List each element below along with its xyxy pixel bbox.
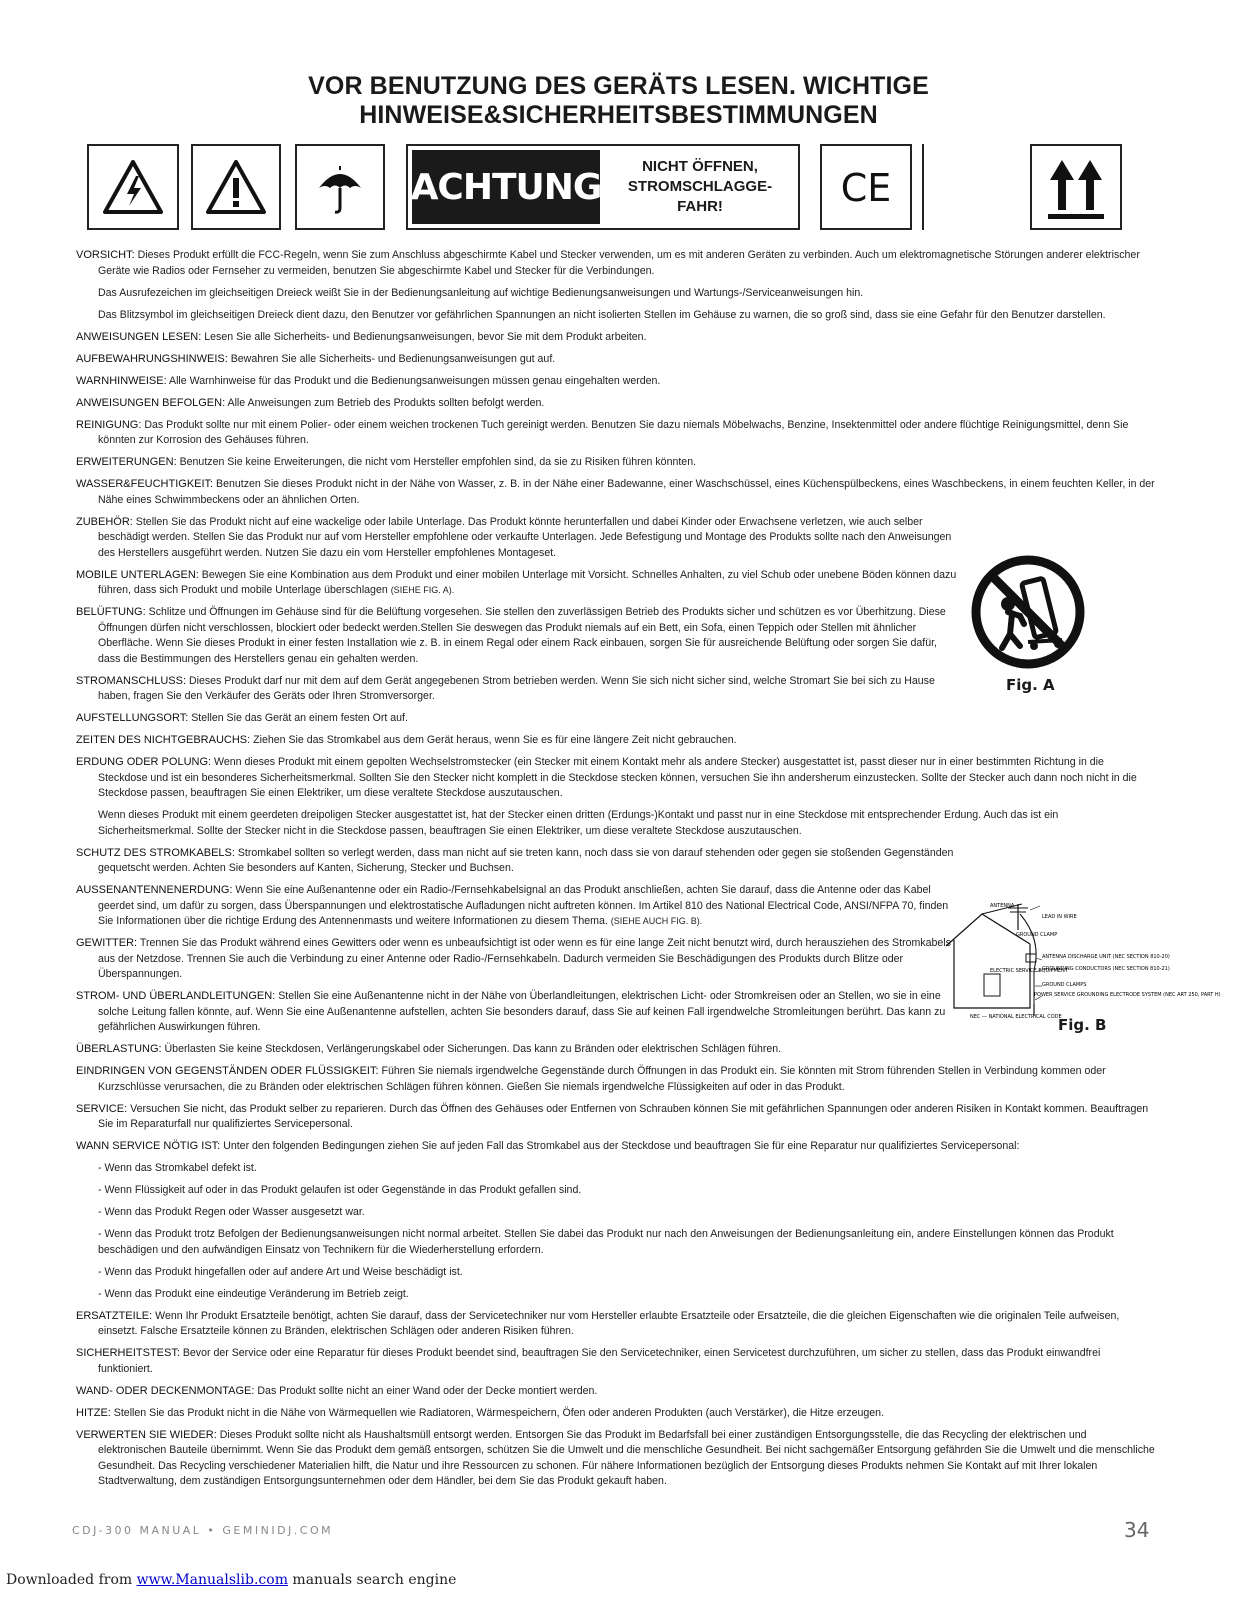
erweiterungen-paragraph: ERWEITERUNGEN: Benutzen Sie keine Erweiterungen, die nicht vom Hersteller empfohlen sind, da sie zu Risiken führen könnten. — [76, 456, 697, 468]
mobile-paragraph: MOBILE UNTERLAGEN: Bewegen Sie eine Kombination aus dem Produkt und einer mobilen Unterlage mit Vorsicht. Schnelles Anhalten, zu viel Schub oder unebene Böden können dazu führen, dass sich Produkt und mobile Unterlage überschlagen (SIEHE FIG. A). — [76, 568, 957, 596]
lesen-paragraph: ANWEISUNGEN LESEN: Lesen Sie alle Sicherheits- und Bedienungsanweisungen, bevor Sie mit dem Produkt arbeiten. — [76, 330, 647, 343]
manualslib-link[interactable]: www.Manualslib.com — [136, 1572, 288, 1588]
ersatzteile-paragraph: ERSATZTEILE: Wenn Ihr Produkt Ersatzteile benötigt, achten Sie darauf, dass der Servicetechniker nur vom Hersteller erlaubte Ersatzteile oder Ersatzteile, die die gleichen Eigenschaften wie die originalen Teile aufweisen, einsetzt. Falsche Ersatzteile können zu Bränden, elektrischen Schlägen oder anderen Risiken führen. — [76, 1309, 1120, 1337]
exclamation-warning-box — [191, 144, 281, 230]
this-side-up-icon — [1032, 146, 1120, 228]
antenne-paragraph: AUSSENANTENNENERDUNG: Wenn Sie eine Außenantenne oder ein Radio-/Fernsehkabelsignal an das Produkt anschließen, achten Sie darauf, dass die Antenne oder das Kabel geerdet sind, um dafür zu sorgen, dass Überspannungen und elektrostatische Aufladungen nicht auftreten können. Im Artikel 810 des National Electrical Code, ANSI/NFPA 70, finden Sie Informationen über die richtige Erdung des Antennenmasts und weitere Informationen zu diesem Thema. (SIEHE AUCH FIG. B). — [76, 884, 949, 927]
eindringen-paragraph: EINDRINGEN VON GEGENSTÄNDEN ODER FLÜSSIGKEIT: Führen Sie niemals irgendwelche Gegenstände durch Öffnungen in das Produkt ein. Sie könnten mit Strom führenden Stellen in Verbindung kommen oder Kurzschlüsse verursachen, die zu Bränden oder elektrischen Schlägen führen können. Gießen Sie niemals irgendwelche Flüssigkeiten auf oder in das Produkt. — [76, 1065, 1106, 1093]
keep-dry-umbrella-box — [295, 144, 385, 230]
warning-line-2: STROMSCHLAGGE- — [627, 178, 773, 195]
vorsicht-paragraph: VORSICHT: Dieses Produkt erfüllt die FCC-Regeln, wenn Sie zum Anschluss abgeschirmte Kabel und Stecker verwenden, um es mit anderen Geräten zu verbinden. Auch um elektromagnetische Störungen anderer elektrischer Geräte wie Radios oder Fernseher zu vermeiden, benutzen Sie abgeschirmte Kabel und Stecker für die Verbindungen. — [76, 249, 1140, 277]
verwerten-paragraph: VERWERTEN SIE WIEDER: Dieses Produkt sollte nicht als Haushaltsmüll entsorgt werden. Entsorgen Sie das Produkt im Bedarfsfall bei einer zuständigen Entsorgungsstelle, die das Recycling der elektrischen und elektronischen Bauteile übernimmt. Wenn Sie das Produkt dem gemäß entsorgen, schützen Sie die Umwelt und die menschliche Gesundheit. Bei nicht sachgemäßer Entsorgung gefährden Sie die Umwelt und die menschliche Gesundheit. Das Recycling verschiedener Materialien hilft, die Natur und ihre Ressourcen zu schonen. Für nähere Informationen bezüglich der Entsorgung dieses Produkts nehmen Sie Kontakt auf mit Ihrer lokalen Stadtverwaltung, dem zuständigen Entsorgungsunternehmen oder dem Händler, bei dem Sie das Produkt gekauft haben. — [76, 1428, 1155, 1487]
ce-mark-box — [820, 144, 912, 230]
ground-clamp-label: GROUND CLAMP — [1016, 932, 1058, 938]
warnhinweise-paragraph: WARNHINWEISE: Alle Warnhinweise für das Produkt und die Bedienungsanweisungen müssen genau eingehalten werden. — [76, 374, 661, 387]
divider — [922, 144, 924, 230]
title-line-1: VOR BENUTZUNG DES GERÄTS LESEN. WICHTIGE — [308, 72, 929, 100]
service-paragraph: SERVICE: Versuchen Sie nicht, das Produkt selber zu reparieren. Durch das Öffnen des Gehäuses oder Entfernen von Schrauben können Sie mit gefährlichen Spannungen oder anderen Risiken in Kontakt kommen. Beauftragen Sie im Reparaturfall nur qualifiziertes Servicepersonal. — [76, 1102, 1149, 1130]
figure-b — [942, 900, 1221, 1035]
no-tipping-cart-icon — [968, 552, 1088, 672]
nec-label: NEC — NATIONAL ELECTRICAL CODE — [970, 1014, 1062, 1020]
schutz-paragraph: SCHUTZ DES STROMKABELS: Stromkabel sollten so verlegt werden, dass man nicht auf sie treten kann, noch dass sie von darauf stehenden oder gegen sie stoßenden Gegenständen gequetscht werden. Achten Sie besonders auf Kanten, Sicherung, Stecker und Buchsen. — [76, 846, 954, 874]
leitungen-paragraph: STROM- UND ÜBERLANDLEITUNGEN: Stellen Sie eine Außenantenne nicht in der Nähe von Überlandleitungen, elektrischen Licht- oder Stromkreisen oder an Stellen, wo sie in eine solche Leitung fallen könnte, auf. Wenn Sie eine Außenantenne aufstellen, achten Sie besonders darauf, dass Sie auf keinen Fall irgendwelche Stromleitungen berührt. Das kann zu gefährlichen Auswirkungen führen. — [76, 990, 946, 1033]
achtung-banner — [406, 144, 800, 230]
ground-clamps-label: GROUND CLAMPS — [1042, 982, 1087, 988]
aufbewahrung-paragraph: AUFBEWAHRUNGSHINWEIS: Bewahren Sie alle Sicherheits- und Bedienungsanweisungen gut auf. — [76, 352, 556, 365]
fig-a-caption: Fig. A — [1006, 676, 1055, 694]
zubehoer-paragraph: ZUBEHÖR: Stellen Sie das Produkt nicht auf eine wackelige oder labile Unterlage. Das Produkt könnte herunterfallen und dabei Kinder oder Erwachsene verletzen, wie auch selber beschädigt werden. Stellen Sie das Produkt nur auf vom Hersteller empfohlene oder verkaufte Unterlagen. Jede Befestigung und Montage des Produkts sollte nach den Anweisungen des Herstellers ausgeführt werden. Nutzen Sie dazu ein vom Hersteller empfohlenes Montageset. — [76, 515, 952, 559]
reinigung-paragraph: REINIGUNG: Das Produkt sollte nur mit einem Polier- oder einem weichen trockenen Tuch gereinigt werden. Benutzen Sie dazu niemals Möbelwachs, Benzine, Insektenmittel oder andere flüchtige Reinigungsmittel, denn Sie könnten zur Korrosion des Gehäuses führen. — [76, 418, 1129, 446]
list-item: - Wenn Flüssigkeit auf oder in das Produkt gelaufen ist oder Gegenstände in das Produkt gefallen sind. — [98, 1184, 582, 1196]
warning-line-3: FAHR! — [677, 198, 723, 215]
this-side-up-box — [1030, 144, 1122, 230]
electric-label: ELECTRIC SERVICE EQUIPMENT — [990, 968, 1068, 974]
page-number: 34 — [1124, 1518, 1150, 1542]
list-item: - Wenn das Produkt hingefallen oder auf andere Art und Weise beschädigt ist. — [98, 1265, 463, 1278]
list-item: - Wenn das Produkt trotz Befolgen der Bedienungsanweisungen nicht normal arbeitet. Stellen Sie dabei das Produkt nur nach den Anweisungen der Bedienungsanleitung ein, andere Einstellungen können das Produkt beschädigen und den aufwändigen Einsatz von Technikern für die Wiederherstellung erfordern. — [98, 1228, 1114, 1256]
lightning-warning-icon — [89, 146, 177, 228]
nichtgebrauch-paragraph: ZEITEN DES NICHTGEBRAUCHS: Ziehen Sie das Stromkabel aus dem Gerät heraus, wenn Sie es für eine längere Zeit nicht gebrauchen. — [76, 734, 737, 746]
ausrufezeichen-paragraph: Das Ausrufezeichen im gleichseitigen Dreieck weißt Sie in der Bedienungsanleitung auf wichtige Bedienungsanweisungen und Wartungs-/Serviceanweisungen hin. — [98, 286, 864, 299]
page-title — [0, 72, 1237, 130]
title-line-2: HINWEISE&SICHERHEITSBESTIMMUNGEN — [359, 101, 878, 129]
wann-paragraph: WANN SERVICE NÖTIG IST: Unter den folgenden Bedingungen ziehen Sie auf jeden Fall das Stromkabel aus der Steckdose und beauftragen Sie für eine Reparatur nur qualifiziertes Servicepersonal: — [76, 1140, 1020, 1152]
list-item: - Wenn das Produkt Regen oder Wasser ausgesetzt war. — [98, 1206, 365, 1218]
blitzsymbol-paragraph: Das Blitzsymbol im gleichseitigen Dreieck dient dazu, den Benutzer vor gefährlichen Spannungen an nicht isolierten Stellen im Gehäuse zu warnen, die so groß sind, dass sie eine Gefahr für den Benutzer darstellen. — [98, 308, 1106, 321]
power-label: POWER SERVICE GROUNDING ELECTRODE SYSTEM (NEC ART 250, PART H) — [1034, 992, 1221, 998]
warning-text — [604, 150, 796, 224]
belueftung-paragraph: BELÜFTUNG: Schlitze und Öffnungen im Gehäuse sind für die Belüftung vorgesehen. Sie stellen den zuverlässigen Betrieb des Produkts sicher und schützen es vor Überhitzung. Diese Öffnungen dürfen nicht verschlossen, blockiert oder bedeckt werden.Stellen Sie deswegen das Produkt niemals auf ein Bett, ein Sofa, einen Teppich oder Stellen mit ähnlicher Oberfläche. Wenn Sie dieses Produkt in einer festen Installation wie z. B. in einem Regal oder einem Rack einbauen, sorgen Sie für ausreichende Belüftung oder sorgen Sie dafür, dass die Bestimmungen des Herstellers genau ein gehalten werden. — [76, 606, 946, 665]
conductors-label: GROUNDING CONDUCTORS (NEC SECTION 810-21) — [1042, 966, 1170, 972]
wasser-paragraph: WASSER&FEUCHTIGKEIT: Benutzen Sie dieses Produkt nicht in der Nähe von Wasser, z. B. in der Nähe einer Badewanne, einer Waschschüssel, eines Küchenspülbeckens, eines Waschbeckens, in einem feuchten Keller, in der Nähe eines Schwimmbeckens oder an ähnlichen Orten. — [76, 478, 1155, 506]
lightning-warning-box — [87, 144, 179, 230]
discharge-label: ANTENNA DISCHARGE UNIT (NEC SECTION 810-20) — [1042, 954, 1170, 960]
befolgen-paragraph: ANWEISUNGEN BEFOLGEN: Alle Anweisungen zum Betrieb des Produkts sollten befolgt werden. — [76, 396, 545, 409]
safety-instructions — [76, 248, 1156, 1496]
erdung-paragraph: ERDUNG ODER POLUNG: Wenn dieses Produkt mit einem gepolten Wechselstromstecker (ein Stecker mit einem Kontakt mehr als andere Stecker) ausgestattet ist, passt dieser nur in einer bestimmten Richtung in die Steckdose und ist ein besonderes Sicherheitsmerkmal. Sollten Sie den Stecker nicht komplett in die Steckdose stecken können, versuchen Sie ihn andersherum einzustecken. Sollte der Stecker auch dann noch nicht in die Steckdose passen, beauftragen Sie einen Elektriker, um diese veraltete Steckdose auszutauschen. — [76, 756, 1137, 799]
exclamation-warning-icon — [193, 146, 279, 228]
fig-b-caption: Fig. B — [1058, 1016, 1107, 1034]
antenna-label: ANTENNA — [990, 903, 1015, 909]
hitze-paragraph: HITZE: Stellen Sie das Produkt nicht in die Nähe von Wärmequellen wie Radiatoren, Wärmespeichern, Öfen oder anderen Produkten (auch Verstärker), die Hitze erzeugen. — [76, 1406, 885, 1419]
aufstellungsort-paragraph: AUFSTELLUNGSORT: Stellen Sie das Gerät an einem festen Ort auf. — [76, 712, 408, 724]
download-footer: Downloaded from www.Manualslib.com manuals search engine — [6, 1572, 457, 1588]
figure-a — [968, 552, 1088, 697]
erdung-paragraph-2: Wenn dieses Produkt mit einem geerdeten dreipoligen Stecker ausgestattet ist, hat der Stecker einen dritten (Erdungs-)Kontakt und passt nur in eine Steckdose mit entsprechender Erdung. Auch das ist ein Sicherheitsmerkmal. Sollte der Stecker nicht in die Steckdose passen, beauftragen Sie einen Elektriker, um diese veraltete Steckdose auszutauschen. — [98, 809, 1059, 837]
manual-footer: CDJ-300 MANUAL • GEMINIDJ.COM — [72, 1524, 334, 1537]
list-item: - Wenn das Produkt eine eindeutige Veränderung im Betrieb zeigt. — [98, 1287, 409, 1300]
wand-paragraph: WAND- ODER DECKENMONTAGE: Das Produkt sollte nicht an einer Wand oder der Decke montiert werden. — [76, 1384, 598, 1397]
ce-mark-icon — [822, 146, 910, 228]
lead-in-label: LEAD IN WIRE — [1042, 914, 1077, 920]
achtung-label: ACHTUNG — [412, 150, 600, 224]
gewitter-paragraph: GEWITTER: Trennen Sie das Produkt während eines Gewitters oder wenn es unbeaufsichtigt ist oder wenn es für eine lange Zeit nicht benutzt wird, durch herausziehen des Stromkabels aus der Netzdose. Trennen Sie auch die Verbindung zu einer Antenne oder Radio-/Fernsehkabeln. Dadurch vermeiden Sie Beschädigungen des Produkts durch Blitze oder Überspannungen. — [76, 937, 951, 980]
list-item: - Wenn das Stromkabel defekt ist. — [98, 1162, 257, 1174]
stromanschluss-paragraph: STROMANSCHLUSS: Dieses Produkt darf nur mit dem auf dem Gerät angegebenen Strom betrieben werden. Wenn Sie sich nicht sicher sind, welche Stromart Sie bei sich zu Hause haben, fragen Sie den Verkäufer des Geräts oder Ihren Stromversorger. — [76, 674, 935, 702]
ueberlastung-paragraph: ÜBERLASTUNG: Überlasten Sie keine Steckdosen, Verlängerungskabel oder Sicherungen. Das kann zu Bränden oder elektrischen Schlägen führen. — [76, 1043, 782, 1055]
warning-line-1: NICHT ÖFFNEN, — [642, 158, 758, 175]
keep-dry-umbrella-icon — [297, 146, 383, 228]
antenna-grounding-diagram — [942, 900, 1221, 1020]
sicherheitstest-paragraph: SICHERHEITSTEST: Bevor der Service oder eine Reparatur für dieses Produkt beendet sind, beauftragen Sie den Servicetechniker, einen Servicetest durchzuführen, um sicher zu stellen, dass das Produkt einwandfrei funktioniert. — [76, 1347, 1101, 1375]
ce-mark-text: CE — [840, 166, 892, 210]
